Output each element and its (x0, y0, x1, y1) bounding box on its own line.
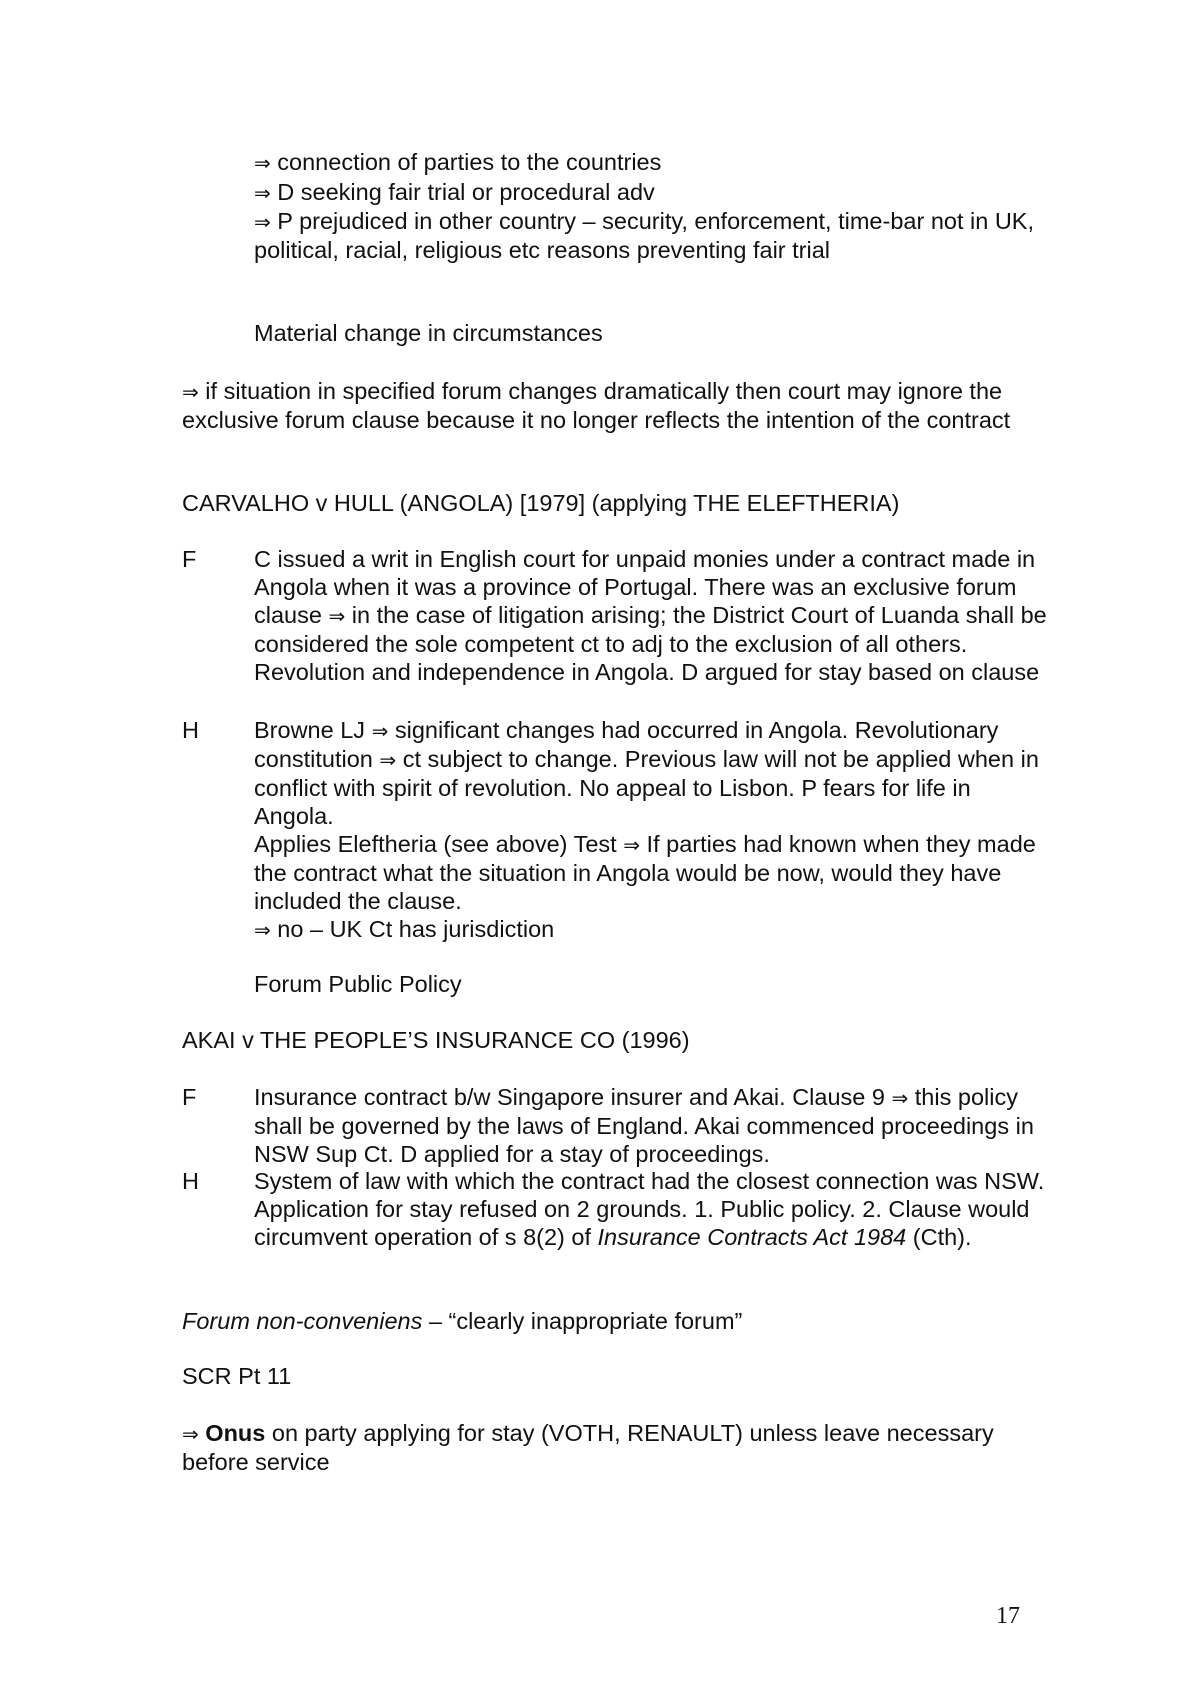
held-paragraph (254, 830, 1054, 915)
held-paragraph (254, 915, 1054, 944)
held-text-carvalho (254, 716, 1054, 944)
implies-arrow-icon: ⇒ (891, 1086, 909, 1110)
doctrine-description: – “clearly inappropriate forum” (428, 1308, 743, 1334)
held-text-part: Applies Eleftheria (see above) Test (254, 831, 617, 857)
case-title-akai: AKAI v THE PEOPLE’S INSURANCE CO (1996) (182, 1027, 690, 1053)
bullet-text: connection of parties to the countries (277, 149, 662, 175)
facts-text-part: Insurance contract b/w Singapore insurer and Akai. Clause 9 (254, 1084, 885, 1110)
paragraph-text: if situation in specified forum changes dramatically then court may ignore the exclusive forum clause because it no longer reflects the intention of the contract (182, 378, 1011, 433)
held-text-part: significant changes had occurred in Angola. Revolutionary constitution (254, 717, 999, 772)
facts-text-part: in the case of litigation arising; the District Court of Luanda shall be considered the sole competent ct to adj to the exclusion of all others. Revolution and independence in Angola. D argued for stay based on clause (254, 602, 1047, 685)
section-heading-material-change: Material change in circumstances (254, 320, 603, 346)
statute-name: Insurance Contracts Act 1984 (597, 1224, 907, 1250)
held-text-akai (254, 1167, 1054, 1251)
case-title-carvalho: CARVALHO v HULL (ANGOLA) [1979] (applying THE ELEFTHERIA) (182, 490, 900, 516)
bullet-connection-of-parties (254, 148, 1054, 177)
facts-text-akai (254, 1083, 1054, 1168)
held-text-part: System of law with which the contract had the closest connection was NSW. Application for stay refused on 2 grounds. 1. Public policy. 2. Clause would circumvent operation of s 8(2) of (254, 1168, 1045, 1250)
bullet-text: D seeking fair trial or procedural adv (277, 179, 655, 205)
forum-non-conveniens-line (182, 1307, 1042, 1335)
held-text-part: If parties had known when they made the contract what the situation in Angola would be now, would they have included the clause. (254, 831, 1036, 914)
onus-keyword: Onus (205, 1420, 266, 1446)
bullet-p-prejudiced (254, 207, 1054, 264)
bullet-text: P prejudiced in other country – security, enforcement, time-bar not in UK, political, racial, religious etc reasons preventing fair trial (254, 208, 1035, 263)
section-heading-public-policy: Forum Public Policy (254, 971, 462, 997)
held-text-part: no – UK Ct has jurisdiction (277, 916, 555, 942)
implies-arrow-icon: ⇒ (182, 380, 199, 404)
held-text-part: Browne LJ (254, 717, 366, 743)
implies-arrow-icon: ⇒ (328, 604, 346, 628)
bullet-fair-trial (254, 178, 1054, 207)
onus-paragraph (182, 1419, 1042, 1476)
implies-arrow-icon: ⇒ (182, 1422, 199, 1446)
implies-arrow-icon: ⇒ (623, 833, 641, 857)
implies-arrow-icon: ⇒ (254, 918, 271, 942)
doctrine-name: Forum non-conveniens (182, 1308, 423, 1334)
facts-text-carvalho (254, 545, 1054, 686)
facts-text-part: this policy shall be governed by the laws of England. Akai commenced proceedings in NSW Sup Ct. D applied for a stay of proceedings. (254, 1084, 1034, 1167)
implies-arrow-icon: ⇒ (379, 748, 397, 772)
facts-label: F (182, 1084, 197, 1110)
implies-arrow-icon: ⇒ (254, 210, 271, 234)
material-change-paragraph (182, 377, 1042, 434)
held-text-part: ct subject to change. Previous law will not be applied when in conflict with spirit of revolution. No appeal to Lisbon. P fears for life in Angola. (254, 746, 1039, 829)
facts-text-part: C issued a writ in English court for unpaid monies under a contract made in Angola when it was a province of Portugal. There was an exclusive forum clause (254, 546, 1036, 628)
onus-text: on party applying for stay (VOTH, RENAULT) unless leave necessary before service (182, 1420, 994, 1475)
implies-arrow-icon: ⇒ (254, 151, 271, 175)
implies-arrow-icon: ⇒ (371, 719, 389, 743)
implies-arrow-icon: ⇒ (254, 181, 271, 205)
page-number: 17 (996, 1603, 1020, 1629)
facts-label: F (182, 546, 197, 572)
held-label: H (182, 717, 199, 743)
held-label: H (182, 1168, 199, 1194)
rule-reference: SCR Pt 11 (182, 1363, 292, 1389)
held-text-part: (Cth). (912, 1224, 972, 1250)
held-paragraph (254, 716, 1054, 830)
